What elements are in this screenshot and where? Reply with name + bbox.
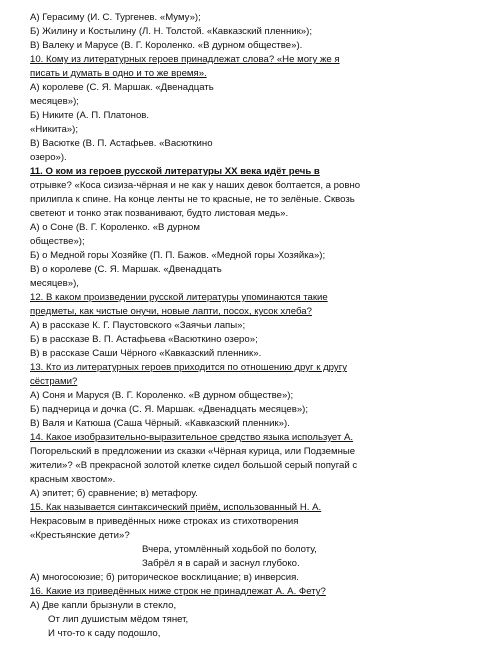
q10-question: 10. Кому из литературных героев принадлежат слова? «Не могу же я	[30, 54, 340, 65]
q13-question-cont: сёстрами?	[30, 376, 78, 387]
q13-option-c: В) Валя и Катюша (Саша Чёрный. «Кавказский пленник»).	[30, 418, 290, 429]
q15-question-cont: Некрасовым в приведённых ниже строках из стихотворения	[30, 516, 299, 527]
q16-option-a-line-3: И что-то к саду подошло,	[48, 628, 161, 639]
q16-option-a-line-2: От лип душистым мёдом тянет,	[48, 614, 189, 625]
q11-excerpt-3: светеют и тонко этак позванивают, будто листовая медь».	[30, 208, 289, 219]
q13-option-b: Б) падчерица и дочка (С. Я. Маршак. «Двенадцать месяцев»);	[30, 404, 309, 415]
q11-option-a: А) о Соне (В. Г. Короленко. «В дурном	[30, 222, 200, 233]
q9-option-b: Б) Жилину и Костылину (Л. Н. Толстой. «Кавказский пленник»);	[30, 26, 313, 37]
q11-option-c-cont: месяцев»),	[30, 278, 79, 289]
q13-question: 13. Кто из литературных героев приходится по отношению друг к другу	[30, 362, 347, 373]
q12-option-b: Б) в рассказе В. П. Астафьева «Васюткино озеро»;	[30, 334, 258, 345]
q10-option-c-cont: озеро»).	[30, 152, 67, 163]
q11-option-a-cont: обществе»);	[30, 236, 85, 247]
q11-question: 11. О ком из героев русской литературы XX века идёт речь в	[30, 166, 320, 177]
q10-question-cont: писать и думать в одно и то же время».	[30, 68, 207, 79]
q9-option-c: В) Валеку и Марусе (В. Г. Короленко. «В дурном обществе»).	[30, 40, 303, 51]
q15-question: 15. Как называется синтаксический приём, использованный Н. А.	[30, 502, 322, 513]
q12-question: 12. В каком произведении русской литературы упоминаются такие	[30, 292, 328, 303]
q15-poem-line-2: Забрёл я в сарай и заснул глубоко.	[142, 558, 300, 569]
q11-excerpt-1: отрывке? «Коса сизиза-чёрная и не как у наших девок болтается, а ровно	[30, 180, 361, 191]
q10-option-a: А) королеве (С. Я. Маршак. «Двенадцать	[30, 82, 214, 93]
q11-excerpt-2: прилипла к спине. На конце ленты не то красные, не то зелёные. Сквозь	[30, 194, 355, 205]
q12-question-cont: предметы, как чистые онучи, новые лапти, посох, кусок хлеба?	[30, 306, 312, 317]
q11-option-c: В) о королеве (С. Я. Маршак. «Двенадцать	[30, 264, 222, 275]
q12-option-a: А) в рассказе К. Г. Паустовского «Заячьи лапы»;	[30, 320, 246, 331]
q16-question: 16. Какие из приведённых ниже строк не принадлежат А. А. Фету?	[30, 586, 326, 597]
q10-option-b-cont: «Никита»);	[30, 124, 78, 135]
q13-option-a: А) Соня и Маруся (В. Г. Короленко. «В дурном обществе»);	[30, 390, 294, 401]
q14-question-cont: Погорельский в предложении из сказки «Чёрная курица, или Подземные	[30, 446, 356, 457]
q15-question-cont2: «Крестьянские дети»?	[30, 530, 130, 541]
q9-option-a: А) Герасиму (И. С. Тургенев. «Муму»);	[30, 12, 201, 23]
q10-option-b: Б) Никите (А. П. Платонов.	[30, 110, 150, 121]
q16-option-a-line-1: А) Две капли брызнули в стекло,	[30, 600, 177, 611]
q14-options: А) эпитет; б) сравнение; в) метафору.	[30, 488, 198, 499]
q14-quote-cont: красным хвостом».	[30, 474, 116, 485]
q10-option-c: В) Васютке (В. П. Астафьев. «Васюткино	[30, 138, 213, 149]
q10-option-a-cont: месяцев»);	[30, 96, 79, 107]
q11-option-b: Б) о Медной горы Хозяйке (П. П. Бажов. «Медной горы Хозяйка»);	[30, 250, 326, 261]
q15-options: А) многосоюзие; б) риторическое восклицание; в) инверсия.	[30, 572, 299, 583]
q12-option-c: В) в рассказе Саши Чёрного «Кавказский пленник».	[30, 348, 262, 359]
q14-question: 14. Какое изобразительно-выразительное средство языка использует А.	[30, 432, 354, 443]
q14-quote: жители»? «В прекрасной золотой клетке сидел большой серый попугай с	[30, 460, 358, 471]
q15-poem-line-1: Вчера, утомлённый ходьбой по болоту,	[142, 544, 317, 555]
